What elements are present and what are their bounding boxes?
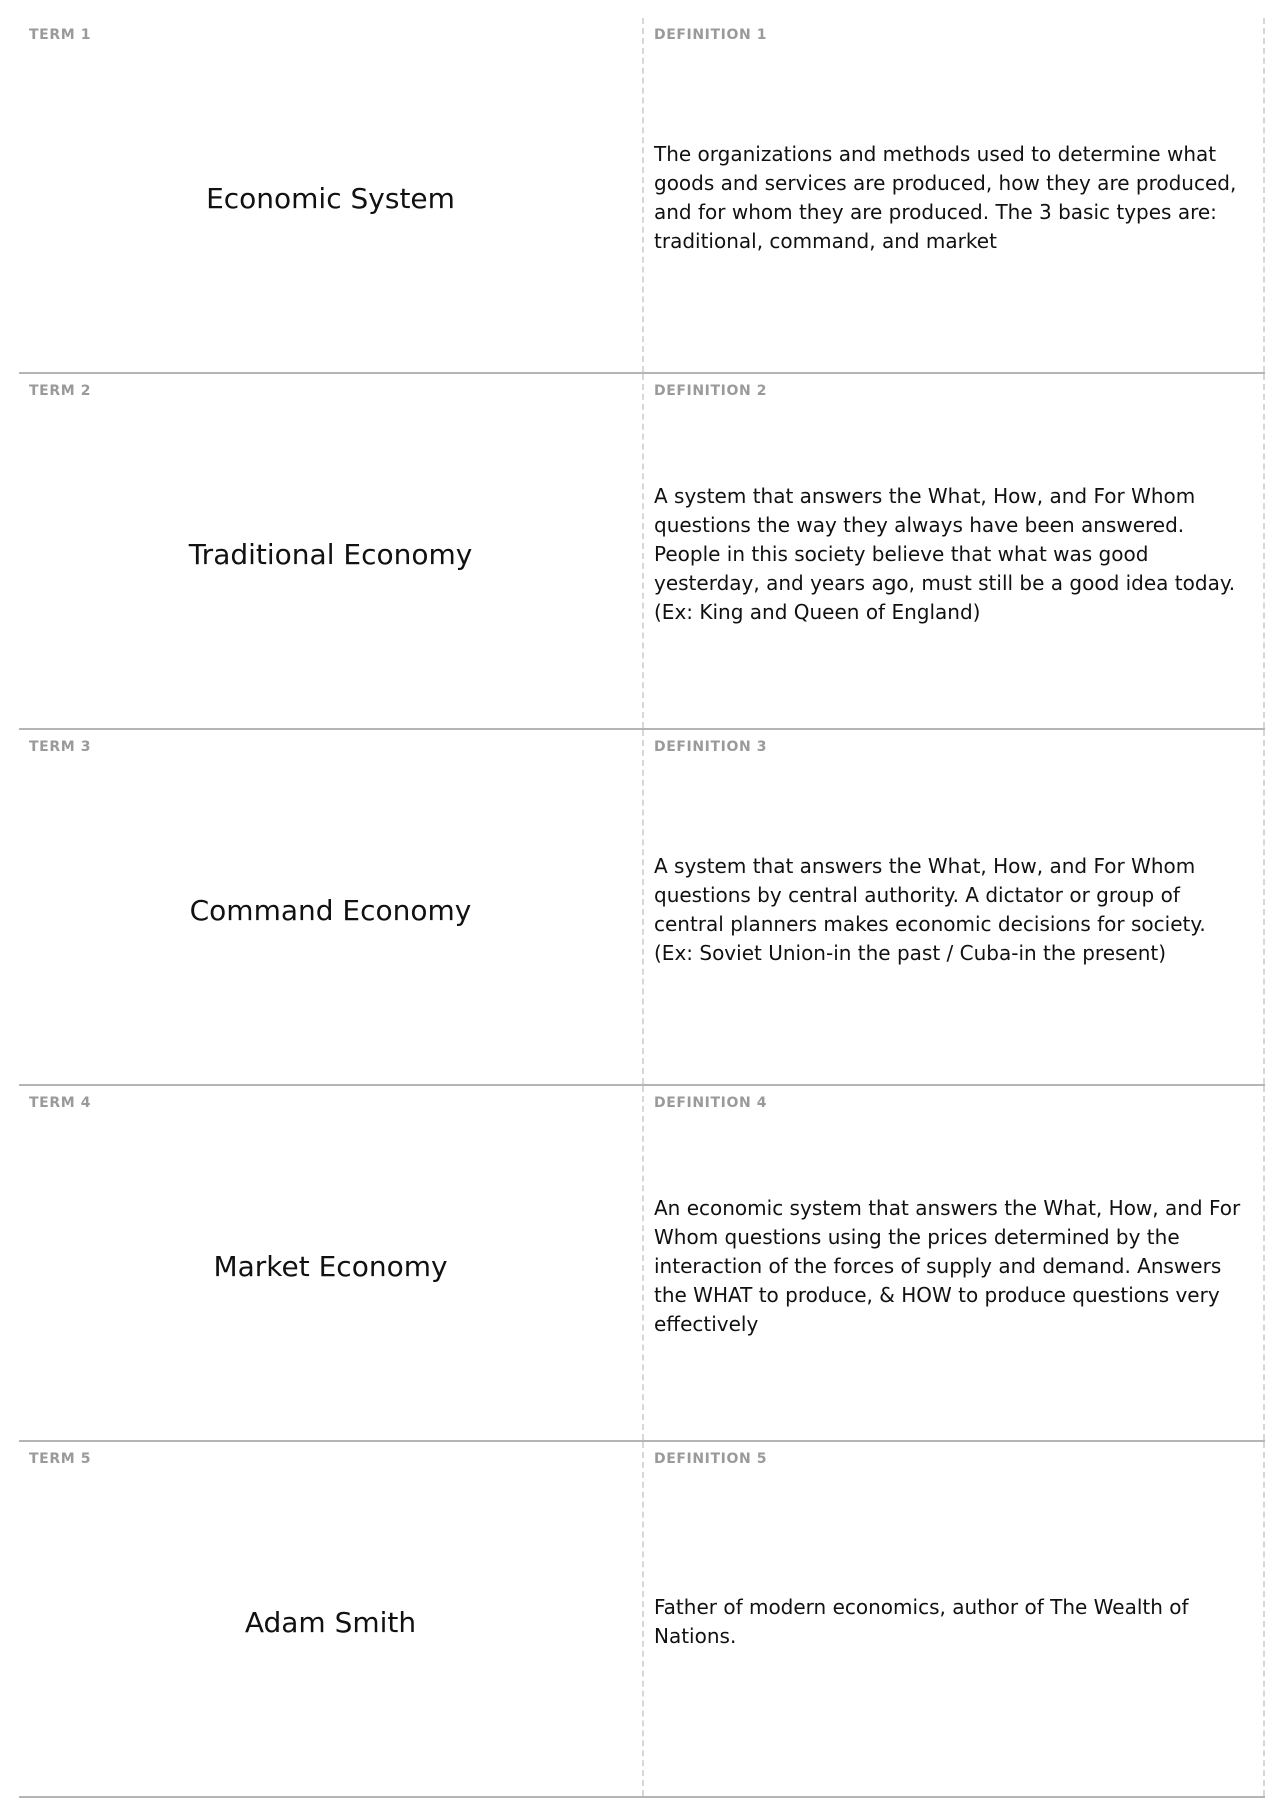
- term-label: TERM 1: [29, 27, 92, 43]
- definition-label: DEFINITION 4: [654, 1095, 768, 1111]
- definition-cell: [644, 730, 1265, 1084]
- term-text: Traditional Economy: [188, 537, 473, 571]
- definition-cell: [644, 1086, 1265, 1440]
- term-text: Command Economy: [189, 893, 472, 927]
- flashcard-row: [19, 18, 1265, 374]
- term-cell: [19, 1086, 644, 1440]
- definition-cell: [644, 374, 1265, 728]
- flashcard-row: [19, 1086, 1265, 1442]
- term-cell: [19, 374, 644, 728]
- term-text: Adam Smith: [244, 1605, 417, 1639]
- definition-label: DEFINITION 2: [654, 383, 768, 399]
- term-cell: [19, 18, 644, 372]
- term-cell: [19, 730, 644, 1084]
- definition-label: DEFINITION 1: [654, 27, 768, 43]
- definition-text: The organizations and methods used to determine what goods and services are produced, how they are produced, and for whom they are produced. The 3 basic types are: traditional, command, and market: [654, 142, 1237, 253]
- term-label: TERM 3: [29, 739, 92, 755]
- definition-label: DEFINITION 5: [654, 1451, 768, 1467]
- definition-cell: [644, 1442, 1265, 1796]
- definition-cell: [644, 18, 1265, 372]
- definition-text: A system that answers the What, How, and For Whom questions the way they always have been answered. People in this society believe that what was good yesterday, and years ago, must still be a good idea today. (Ex: King and Queen of England): [654, 483, 1236, 624]
- flashcard-sheet: [19, 18, 1265, 1798]
- definition-label: DEFINITION 3: [654, 739, 768, 755]
- term-cell: [19, 1442, 644, 1796]
- flashcard-row: [19, 374, 1265, 730]
- flashcard-row: [19, 730, 1265, 1086]
- term-label: TERM 4: [29, 1095, 92, 1111]
- definition-text: A system that answers the What, How, and For Whom questions by central authority. A dictator or group of central planners makes economic decisions for society. (Ex: Soviet Union-in the past / Cuba-in the present): [654, 854, 1206, 965]
- term-text: Economic System: [206, 181, 455, 215]
- term-label: TERM 2: [29, 383, 92, 399]
- definition-text: Father of modern economics, author of The Wealth of Nations.: [654, 1595, 1189, 1648]
- term-text: Market Economy: [213, 1249, 448, 1283]
- term-label: TERM 5: [29, 1451, 92, 1467]
- flashcard-row: [19, 1442, 1265, 1798]
- definition-text: An economic system that answers the What, How, and For Whom questions using the prices determined by the interaction of the forces of supply and demand. Answers the WHAT to produce, & HOW to produce questions very effectively: [654, 1195, 1241, 1336]
